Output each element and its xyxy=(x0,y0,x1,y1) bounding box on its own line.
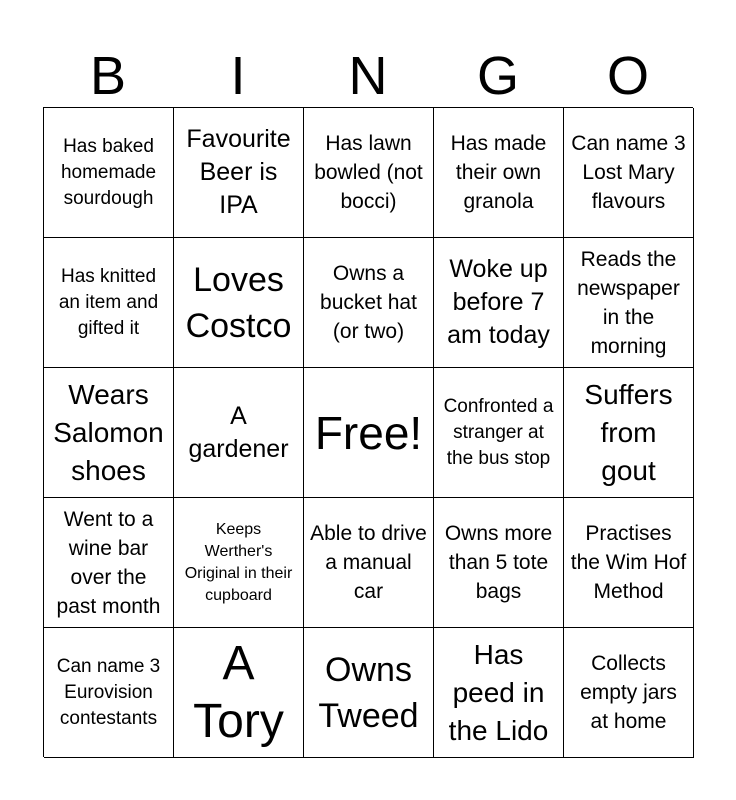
cell-text: Woke up before 7 am today xyxy=(447,255,550,349)
bingo-cell[interactable] xyxy=(434,628,564,758)
bingo-cell[interactable] xyxy=(304,108,434,238)
header-letter-o: O xyxy=(606,46,649,106)
cell-text: Can name 3 Eurovision contestants xyxy=(56,655,161,729)
bingo-cell[interactable] xyxy=(44,498,174,628)
bingo-cell[interactable] xyxy=(304,498,434,628)
bingo-cell[interactable] xyxy=(174,368,304,498)
bingo-cell[interactable] xyxy=(44,108,174,238)
bingo-cell[interactable] xyxy=(564,108,694,238)
bingo-cell[interactable] xyxy=(174,498,304,628)
cell-text: Has made their own granola xyxy=(450,132,547,213)
cell-text: Confronted a stranger at the bus stop xyxy=(443,395,554,469)
cell-text: Has knitted an item and gifted it xyxy=(58,265,159,339)
cell-text: Collects empty jars at home xyxy=(580,652,677,733)
cell-text: Went to a wine bar over the past month xyxy=(56,507,161,618)
bingo-cell[interactable] xyxy=(434,368,564,498)
bingo-cell[interactable] xyxy=(564,628,694,758)
bingo-cell[interactable] xyxy=(174,238,304,368)
free-space-cell[interactable] xyxy=(304,368,434,498)
header-letter-i: I xyxy=(230,46,246,106)
cell-text: Suffers from gout xyxy=(584,378,673,486)
cell-text: Loves Costco xyxy=(185,260,292,345)
cell-text: Owns more than 5 tote bags xyxy=(444,522,553,603)
bingo-cell[interactable] xyxy=(434,108,564,238)
bingo-cell[interactable] xyxy=(44,238,174,368)
cell-text: Keeps Werther's Original in their cupboard xyxy=(184,520,293,604)
cell-text: Practises the Wim Hof Method xyxy=(570,522,687,603)
cell-text: Able to drive a manual car xyxy=(310,522,427,603)
cell-text: Owns Tweed xyxy=(318,650,419,735)
cell-text: Favourite Beer is IPA xyxy=(186,125,291,219)
bingo-cell[interactable] xyxy=(44,628,174,758)
bingo-cell[interactable] xyxy=(304,238,434,368)
bingo-cell[interactable] xyxy=(564,498,694,628)
bingo-cell[interactable] xyxy=(434,498,564,628)
bingo-cell[interactable] xyxy=(564,368,694,498)
bingo-cell[interactable] xyxy=(434,238,564,368)
bingo-header xyxy=(43,45,693,107)
bingo-cell[interactable] xyxy=(174,628,304,758)
cell-text: Owns a bucket hat (or two) xyxy=(320,262,417,343)
bingo-cell[interactable] xyxy=(564,238,694,368)
header-letter-g: G xyxy=(476,46,519,106)
bingo-cell[interactable] xyxy=(44,368,174,498)
free-space-text: Free! xyxy=(314,406,423,459)
bingo-cell[interactable] xyxy=(174,108,304,238)
cell-text: Has peed in the Lido xyxy=(448,638,549,746)
cell-text: Has baked homemade sourdough xyxy=(60,135,157,209)
cell-text: Has lawn bowled (not bocci) xyxy=(314,132,423,213)
bingo-board xyxy=(43,107,693,757)
cell-text: A gardener xyxy=(188,401,289,463)
header-letter-n: N xyxy=(348,46,388,106)
cell-text: Wears Salomon shoes xyxy=(53,378,164,486)
cell-text: Can name 3 Lost Mary flavours xyxy=(571,132,686,213)
bingo-cell[interactable] xyxy=(304,628,434,758)
cell-text: Reads the newspaper in the morning xyxy=(577,247,680,358)
cell-text: A Tory xyxy=(193,636,284,748)
header-letter-b: B xyxy=(89,46,127,106)
